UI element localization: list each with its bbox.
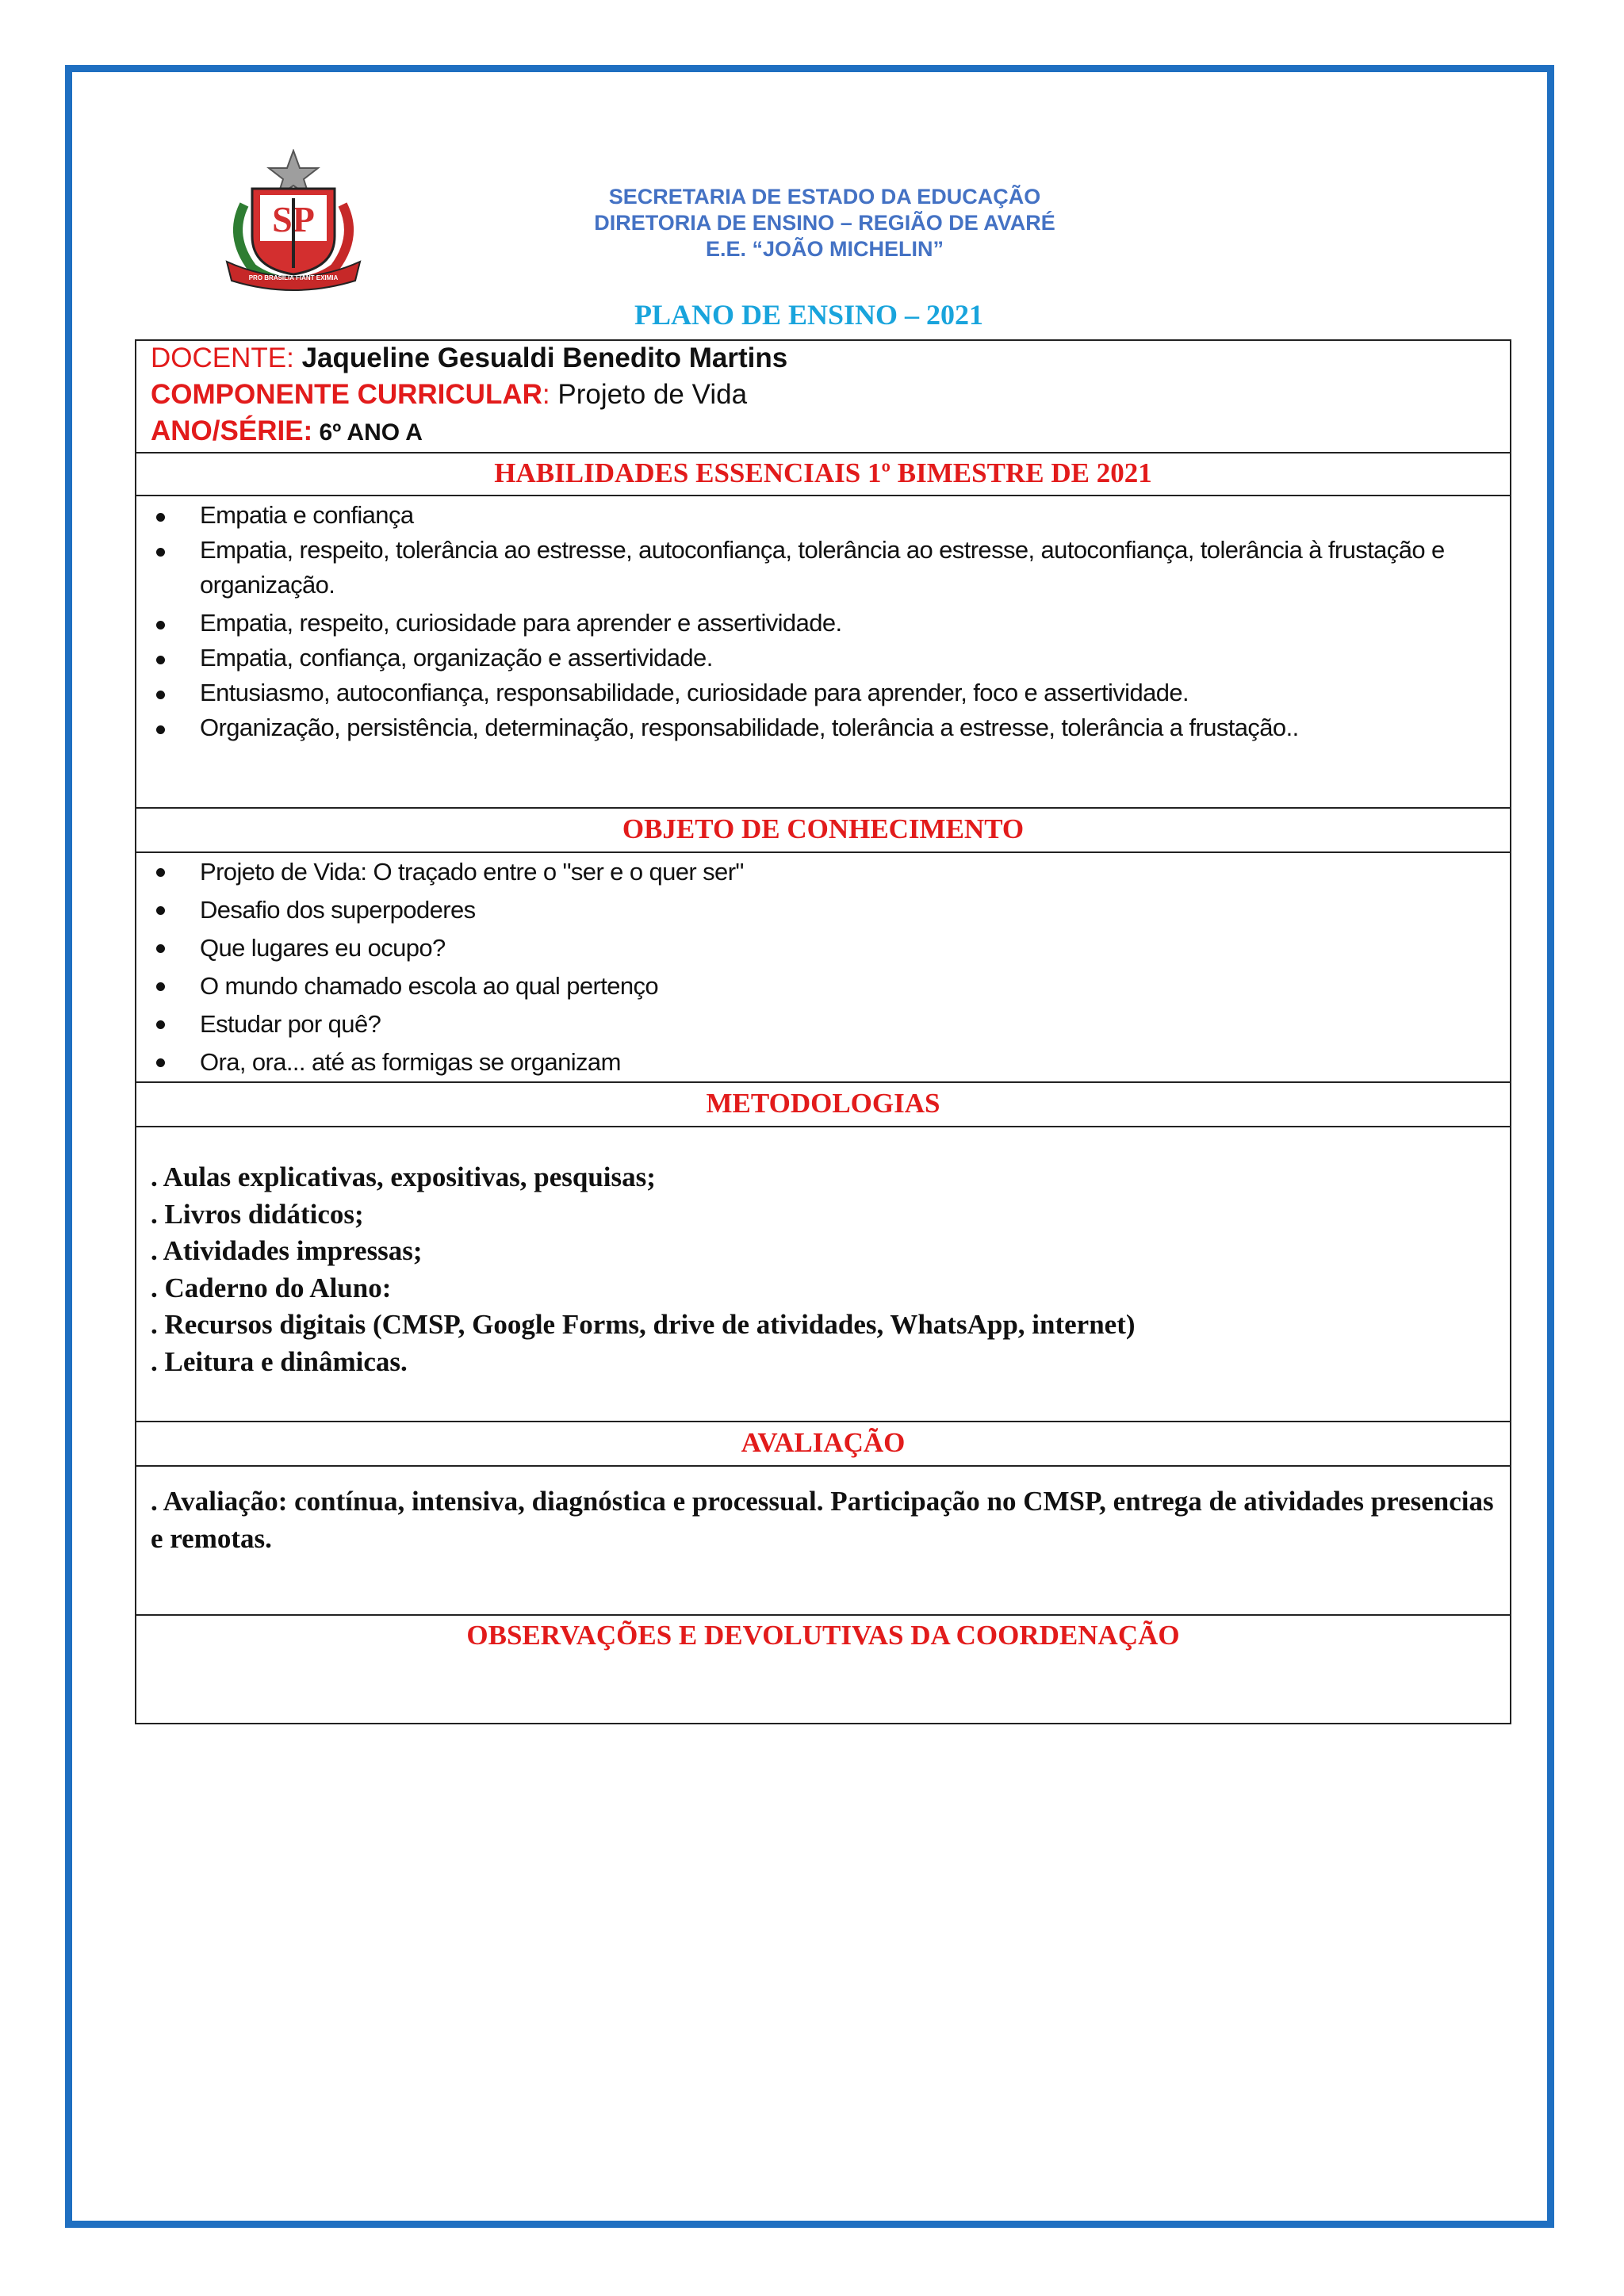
avaliacao-text: . Avaliação: contínua, intensiva, diagnóstica e processual. Participação no CMSP, entrega de atividades presencias e remotas.	[151, 1486, 1494, 1554]
bullet-icon	[156, 944, 165, 953]
bullet-icon	[156, 725, 165, 734]
header-line-secretaria: SECRETARIA DE ESTADO DA EDUCAÇÃO	[608, 185, 1041, 209]
observacoes-row	[136, 1616, 1510, 1724]
header-line-diretoria: DIRETORIA DE ENSINO – REGIÃO DE AVARÉ	[594, 211, 1055, 235]
teacher-info-row	[136, 341, 1510, 453]
docente-label: DOCENTE:	[151, 342, 294, 373]
plan-title: PLANO DE ENSINO – 2021	[634, 299, 984, 331]
metodologias-title: METODOLOGIAS	[706, 1088, 940, 1119]
docente-line	[151, 342, 787, 374]
list-item: Empatia, respeito, curiosidade para aprender e assertividade.	[136, 606, 1510, 641]
habilidades-title: HABILIDADES ESSENCIAIS 1º BIMESTRE DE 2021	[494, 457, 1152, 488]
sp-state-coat-of-arms-icon	[220, 149, 366, 292]
list-item: Projeto de Vida: O traçado entre o "ser e o quer ser"	[136, 853, 1510, 891]
avaliacao-title: AVALIAÇÃO	[741, 1427, 906, 1458]
list-item: . Livros didáticos;	[151, 1198, 364, 1230]
objeto-list	[136, 853, 1510, 1081]
list-item: . Caderno do Aluno:	[151, 1272, 392, 1303]
docente-value: Jaqueline Gesualdi Benedito Martins	[293, 342, 788, 373]
list-item: Ora, ora... até as formigas se organizam	[136, 1043, 1510, 1081]
metodologias-list	[151, 1159, 1136, 1380]
observacoes-title: OBSERVAÇÕES E DEVOLUTIVAS DA COORDENAÇÃO	[466, 1620, 1180, 1651]
avaliacao-text-row	[136, 1467, 1510, 1616]
bullet-icon	[156, 1058, 165, 1067]
institution-header	[444, 184, 1205, 262]
list-item: Desafio dos superpoderes	[136, 891, 1510, 929]
bullet-icon	[156, 621, 165, 629]
ano-serie-line	[151, 415, 423, 447]
list-item: . Atividades impressas;	[151, 1235, 423, 1266]
metodologias-title-row	[136, 1083, 1510, 1127]
list-item: Entusiasmo, autoconfiança, responsabilidade, curiosidade para aprender, foco e assertividade.	[136, 675, 1510, 710]
list-item: Empatia, respeito, tolerância ao estresse, autoconfiança, tolerância ao estresse, autoconfiança, tolerância à frustação e organização.	[136, 533, 1510, 603]
bullet-icon	[156, 868, 165, 877]
ano-serie-value: 6º ANO A	[312, 419, 423, 446]
metodologias-list-row	[136, 1127, 1510, 1422]
teaching-plan-table	[135, 339, 1511, 1724]
habilidades-title-row	[136, 453, 1510, 496]
habilidades-list	[136, 498, 1510, 745]
header-line-school: E.E. “JOÃO MICHELIN”	[705, 237, 944, 261]
componente-line	[151, 379, 747, 411]
bullet-icon	[156, 1020, 165, 1029]
componente-label: COMPONENTE CURRICULAR	[151, 379, 542, 410]
objeto-title-row	[136, 809, 1510, 853]
list-item: Empatia, confiança, organização e assertividade.	[136, 641, 1510, 675]
componente-value: Projeto de Vida	[550, 379, 748, 410]
list-item: O mundo chamado escola ao qual pertenço	[136, 967, 1510, 1005]
objeto-list-row	[136, 853, 1510, 1083]
list-item: Empatia e confiança	[136, 498, 1510, 533]
logo-text: SP	[272, 199, 315, 239]
bullet-icon	[156, 513, 165, 522]
ano-serie-label: ANO/SÉRIE:	[151, 415, 313, 446]
list-item: . Recursos digitais (CMSP, Google Forms, drive de atividades, WhatsApp, internet)	[151, 1309, 1136, 1340]
habilidades-list-row	[136, 496, 1510, 809]
objeto-title: OBJETO DE CONHECIMENTO	[622, 813, 1025, 844]
bullet-icon	[156, 906, 165, 915]
list-item: . Aulas explicativas, expositivas, pesquisas;	[151, 1161, 656, 1192]
componente-separator: :	[542, 379, 550, 410]
list-item: . Leitura e dinâmicas.	[151, 1345, 408, 1377]
list-item: Organização, persistência, determinação, responsabilidade, tolerância a estresse, tolerância a frustação..	[136, 710, 1510, 745]
bullet-icon	[156, 982, 165, 991]
bullet-icon	[156, 548, 165, 557]
avaliacao-title-row	[136, 1422, 1510, 1467]
bullet-icon	[156, 656, 165, 664]
logo-motto: PRO BRASILIA FIANT EXIMIA	[248, 274, 339, 281]
bullet-icon	[156, 691, 165, 699]
list-item: Que lugares eu ocupo?	[136, 929, 1510, 967]
list-item: Estudar por quê?	[136, 1005, 1510, 1043]
